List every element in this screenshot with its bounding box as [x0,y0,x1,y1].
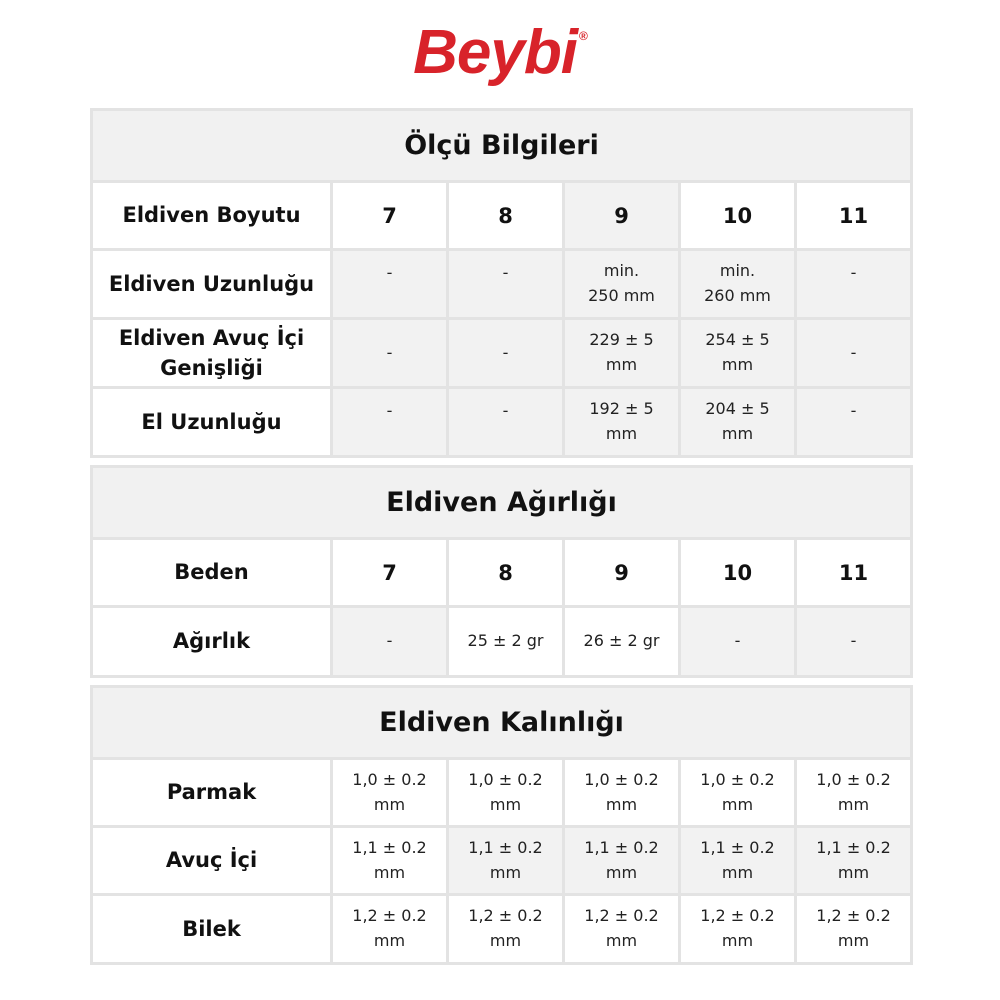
value-cell: 1,0 ± 0.2 mm [448,759,564,827]
row-label: Eldiven Avuç İçi Genişliği [92,319,332,388]
row-label: Bilek [92,895,332,964]
value-cell: 1,2 ± 0.2 mm [680,895,796,964]
value-cell: - [796,250,912,319]
row-label: Avuç İçi [92,827,332,895]
value-cell: - [680,607,796,677]
value-cell: - [796,319,912,388]
value-cell: 1,2 ± 0.2 mm [448,895,564,964]
value-cell: 1,1 ± 0.2 mm [564,827,680,895]
value-cell: 1,2 ± 0.2 mm [564,895,680,964]
value-cell: - [448,388,564,457]
size-header-cell: 8 [448,182,564,250]
thickness-table [90,685,913,965]
value-cell: 26 ± 2 gr [564,607,680,677]
row-label: Eldiven Uzunluğu [92,250,332,319]
value-cell: 229 ± 5 mm [564,319,680,388]
value-cell: 1,1 ± 0.2 mm [448,827,564,895]
size-header-cell: 9 [564,182,680,250]
weight-size-cell: 7 [332,539,448,607]
size-header-label: Eldiven Boyutu [92,182,332,250]
brand-logo [0,18,1000,87]
weight-title: Eldiven Ağırlığı [92,467,912,539]
weight-size-cell: 10 [680,539,796,607]
value-cell: 204 ± 5 mm [680,388,796,457]
value-cell: 1,2 ± 0.2 mm [796,895,912,964]
value-cell: min. 260 mm [680,250,796,319]
value-cell: 254 ± 5 mm [680,319,796,388]
size-info-title: Ölçü Bilgileri [92,110,912,182]
weight-table [90,465,913,678]
row-label: Ağırlık [92,607,332,677]
size-header-cell: 7 [332,182,448,250]
value-cell: 1,0 ± 0.2 mm [796,759,912,827]
size-header-cell: 11 [796,182,912,250]
weight-size-cell: 8 [448,539,564,607]
row-label: El Uzunluğu [92,388,332,457]
weight-size-cell: 9 [564,539,680,607]
weight-header-label: Beden [92,539,332,607]
value-cell: - [332,388,448,457]
value-cell: 1,0 ± 0.2 mm [680,759,796,827]
value-cell: 1,1 ± 0.2 mm [796,827,912,895]
value-cell: min. 250 mm [564,250,680,319]
value-cell: 1,0 ± 0.2 mm [332,759,448,827]
value-cell: 1,1 ± 0.2 mm [332,827,448,895]
value-cell: - [332,250,448,319]
row-label: Parmak [92,759,332,827]
brand-logo-text: Beybi [413,18,577,87]
weight-size-cell: 11 [796,539,912,607]
value-cell: - [796,607,912,677]
value-cell: - [796,388,912,457]
value-cell: - [332,319,448,388]
value-cell: 1,0 ± 0.2 mm [564,759,680,827]
value-cell: - [448,250,564,319]
value-cell: 1,1 ± 0.2 mm [680,827,796,895]
size-info-table [90,108,913,458]
size-header-cell: 10 [680,182,796,250]
value-cell: - [332,607,448,677]
value-cell: - [448,319,564,388]
registered-mark: ® [579,29,587,43]
value-cell: 25 ± 2 gr [448,607,564,677]
value-cell: 1,2 ± 0.2 mm [332,895,448,964]
value-cell: 192 ± 5 mm [564,388,680,457]
thickness-title: Eldiven Kalınlığı [92,687,912,759]
